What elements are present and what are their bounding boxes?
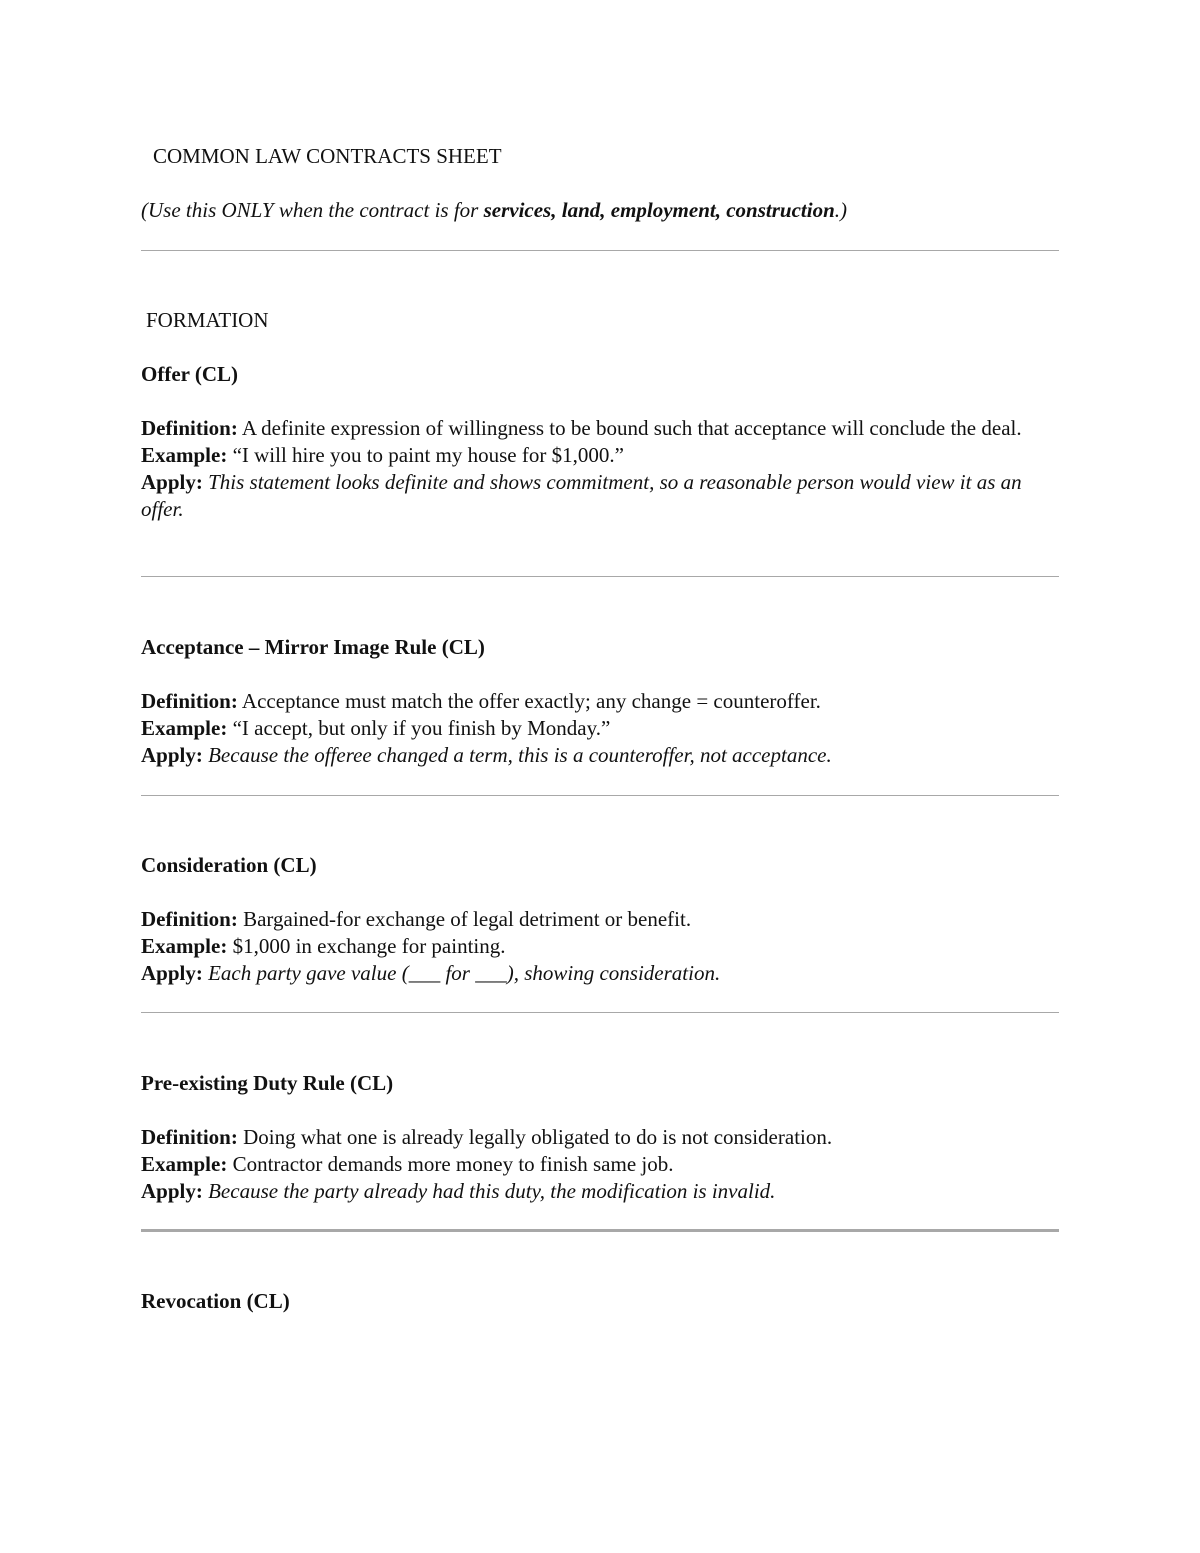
topic-acceptance: [141, 634, 1059, 769]
topic-title: Pre-existing Duty Rule (CL): [141, 1071, 394, 1095]
example-line: [141, 933, 1059, 960]
document-subtitle: [141, 197, 847, 224]
topic-pre-existing-duty: [141, 1070, 1059, 1205]
definition-text: A definite expression of willingness to be bound such that acceptance will conclude the deal.: [241, 416, 1022, 440]
definition-line: [141, 415, 1059, 442]
definition-text: Acceptance must match the offer exactly; any change = counteroffer.: [241, 689, 821, 713]
apply-label: Apply:: [141, 743, 203, 767]
apply-line: [141, 469, 1059, 523]
example-label: Example:: [141, 716, 228, 740]
example-label: Example:: [141, 443, 228, 467]
example-text: $1,000 in exchange for painting.: [232, 934, 506, 958]
definition-line: [141, 688, 1059, 715]
topic-title: Revocation (CL): [141, 1289, 290, 1313]
document-title: COMMON LAW CONTRACTS SHEET: [153, 144, 502, 168]
apply-text: This statement looks definite and shows commitment, so a reasonable person would view it as an offer.: [141, 470, 1022, 521]
divider: [141, 795, 1059, 796]
apply-text: Because the party already had this duty, the modification is invalid.: [208, 1179, 776, 1203]
apply-text: Because the offeree changed a term, this is a counteroffer, not acceptance.: [208, 743, 832, 767]
apply-label: Apply:: [141, 961, 203, 985]
divider: [141, 1012, 1059, 1013]
topic-title: Offer (CL): [141, 362, 238, 386]
apply-line: [141, 1178, 1059, 1205]
definition-line: [141, 1124, 1059, 1151]
topic-consideration: [141, 852, 1059, 987]
subtitle-contract-types: services, land, employment, construction: [483, 198, 835, 222]
example-line: [141, 715, 1059, 742]
divider: [141, 250, 1059, 251]
topic-revocation: [141, 1288, 1059, 1342]
topic-title: Consideration (CL): [141, 853, 317, 877]
definition-line: [141, 906, 1059, 933]
example-label: Example:: [141, 1152, 228, 1176]
definition-text: Doing what one is already legally obligated to do is not consideration.: [243, 1125, 833, 1149]
divider: [141, 576, 1059, 577]
apply-text: Each party gave value (___ for ___), showing consideration.: [208, 961, 721, 985]
topic-offer: [141, 361, 1059, 523]
example-label: Example:: [141, 934, 228, 958]
apply-line: [141, 742, 1059, 769]
divider: [141, 1229, 1059, 1232]
subtitle-prefix: (Use this ONLY when the contract is for: [141, 198, 484, 222]
subtitle-suffix: .): [834, 198, 847, 222]
example-text: “I will hire you to paint my house for $1,000.”: [232, 443, 624, 467]
definition-label: Definition:: [141, 1125, 238, 1149]
section-heading: FORMATION: [146, 308, 269, 332]
example-text: Contractor demands more money to finish same job.: [232, 1152, 674, 1176]
example-line: [141, 442, 1059, 469]
definition-label: Definition:: [141, 907, 238, 931]
definition-label: Definition:: [141, 416, 238, 440]
definition-text: Bargained-for exchange of legal detriment or benefit.: [243, 907, 692, 931]
example-text: “I accept, but only if you finish by Monday.”: [232, 716, 611, 740]
topic-title: Acceptance – Mirror Image Rule (CL): [141, 635, 485, 659]
apply-label: Apply:: [141, 470, 203, 494]
apply-line: [141, 960, 1059, 987]
apply-label: Apply:: [141, 1179, 203, 1203]
definition-label: Definition:: [141, 689, 238, 713]
example-line: [141, 1151, 1059, 1178]
